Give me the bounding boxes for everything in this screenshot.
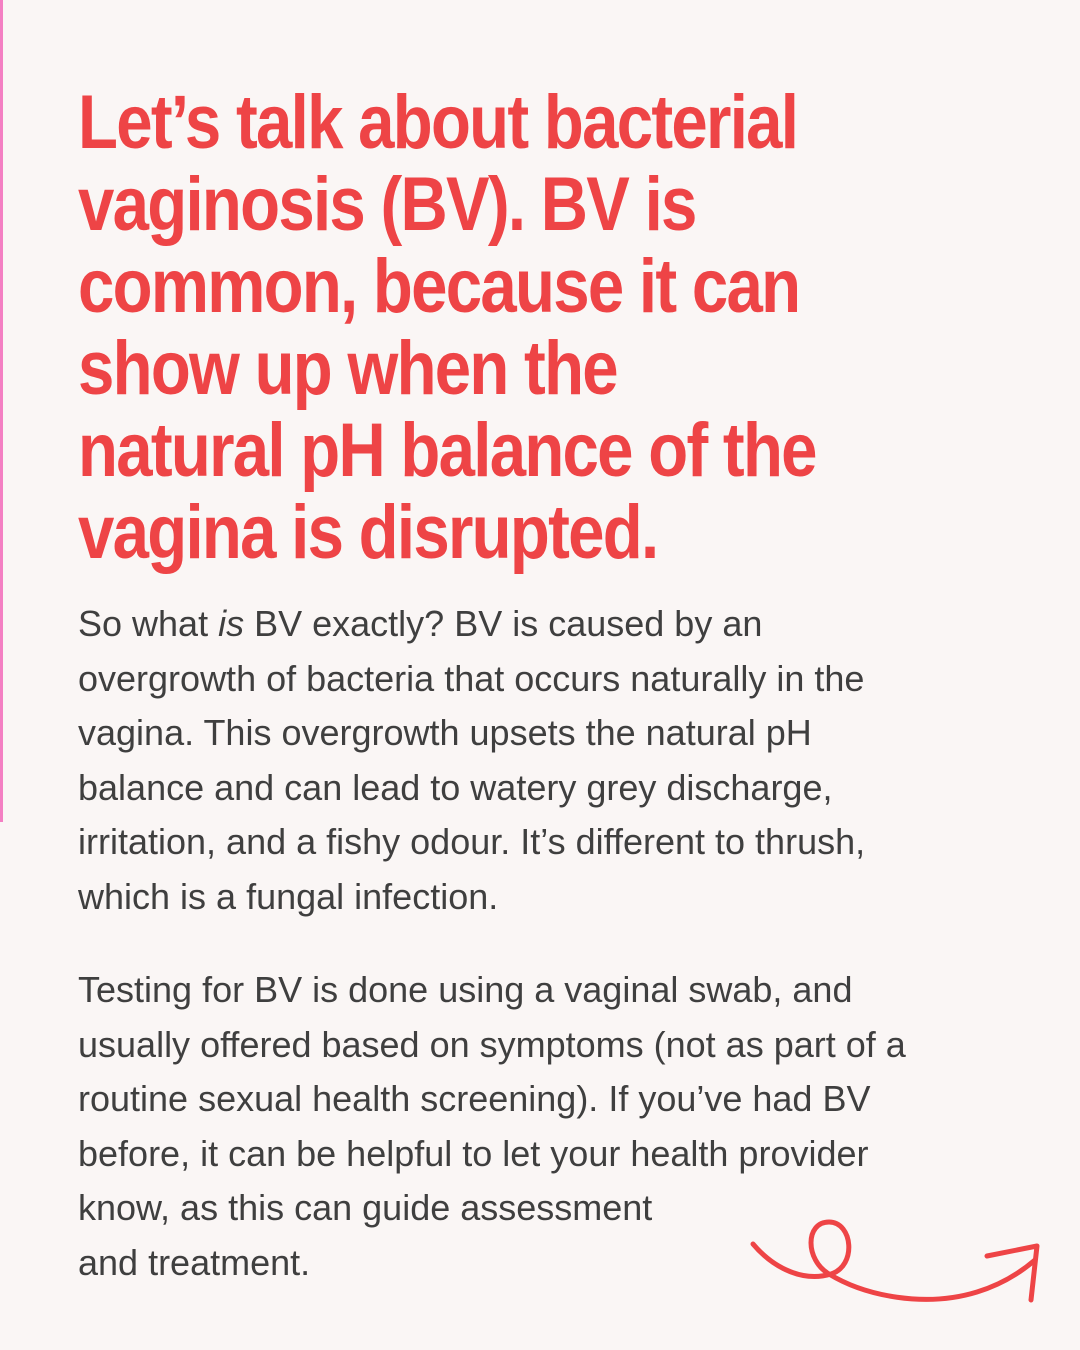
accent-bar [0,0,3,822]
headline-line: Let’s talk about bacterial [78,80,798,165]
text-run: BV exactly? BV is caused by an [244,603,763,644]
paragraph-line: Testing for BV is done using a vaginal swab, and [78,969,853,1010]
paragraph-line: before, it can be helpful to let your health provider [78,1132,869,1174]
paragraph-line: routine sexual health screening). If you’ve had BV [78,1078,871,1120]
paragraph-line: overgrowth of bacteria that occurs naturally in the [78,657,865,699]
paragraph-line: vagina. This overgrowth upsets the natural pH [78,712,812,754]
emphasis-text: is [218,603,245,644]
paragraph-line: usually offered based on symptoms (not as part of a [78,1023,906,1065]
paragraph-line: know, as this can guide assessment [78,1187,653,1229]
paragraph-line: which is a fungal infection. [78,875,499,917]
paragraph-line: balance and can lead to watery grey discharge, [78,766,833,808]
text-run: So what [78,603,219,644]
paragraph-line: and treatment. [78,1241,311,1283]
headline-line: vagina is disrupted. [78,490,658,575]
headline-line: common, because it can [78,244,800,329]
headline-line: show up when the [78,326,617,411]
headline [78,82,904,574]
paragraph-what-is-bv [78,597,1038,925]
paragraph-line: irritation, and a fishy odour. It’s different to thrush, [78,821,866,863]
headline-line: vaginosis (BV). BV is [78,162,696,247]
looped-arrow-right-icon[interactable] [745,1200,1055,1320]
headline-line: natural pH balance of the [78,408,816,493]
paragraph-line [78,597,1038,652]
